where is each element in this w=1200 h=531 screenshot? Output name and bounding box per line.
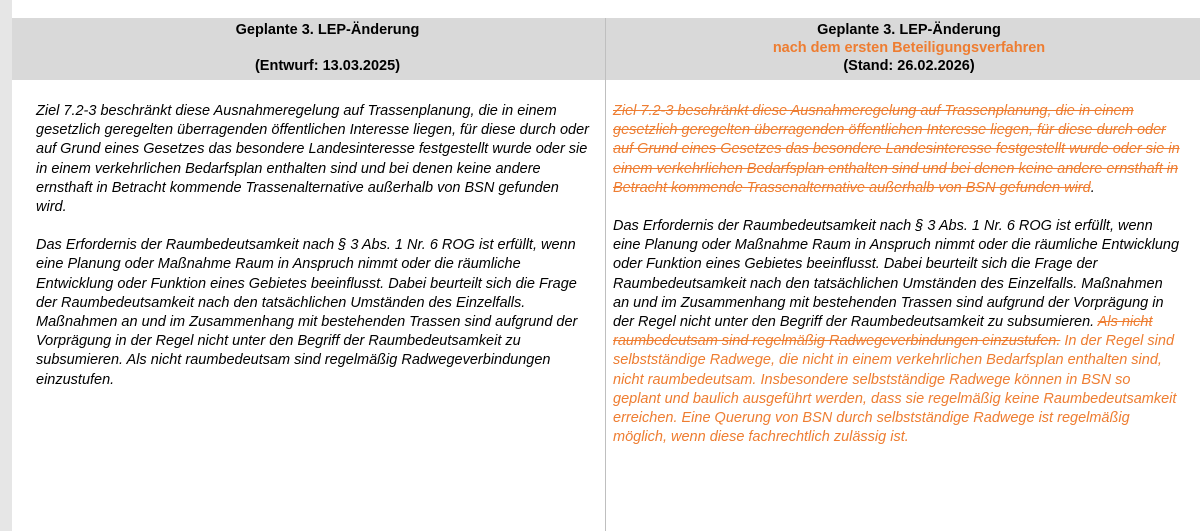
header-left-title: Geplante 3. LEP-Änderung (235, 22, 420, 38)
unchanged-text: Das Erfordernis der Raumbedeutsamkeit nach § 3 Abs. 1 Nr. 6 ROG ist erfüllt, wenn eine Planung oder Maßnahme Raum in Anspruch nimmt oder die räumliche Entwicklung oder Funktion eines Gebietes beeinflusst. Dabei beurteilt sich die Frage der Raumbedeutsamkeit nach den tatsächlichen Umständen des Einzelfalls. Maßnahmen an und im Zusammenhang mit bestehenden Trassen sind aufgrund der Vorprägung in der Regel nicht unter den Begriff der Raumbedeutsamkeit zu subsumieren. (613, 218, 1180, 331)
column-divider (605, 18, 606, 531)
table-header-row (12, 18, 1200, 80)
header-left (30, 18, 625, 80)
header-left-subtitle: (Entwurf: 13.03.2025) (254, 58, 401, 74)
left-margin-bar (0, 0, 12, 531)
header-right (618, 18, 1200, 80)
right-paragraph-2 (613, 217, 1181, 447)
right-paragraph-1 (613, 102, 1181, 198)
left-column (36, 102, 591, 409)
header-right-title: Geplante 3. LEP-Änderung (817, 22, 1001, 38)
inserted-text: In der Regel sind selbstständige Radwege, die nicht in einem verkehrlichen Bedarfsplan enthalten sind, nicht raumbedeutsam. Insbesondere selbstständige Radwege können in BSN so geplant und baulich ausgeführt werden, dass sie regelmäßig keine Raumbedeutsamkeit erreichen. Eine Querung von BSN durch selbstständige Radwege ist regelmäßig möglich, wenn diese fachrechtlich zulässig ist. (613, 333, 1177, 446)
deleted-text: Als nicht raumbedeutsam sind regelmäßig Radwegeverbindungen einzustufen. (613, 314, 1153, 350)
left-paragraph-1: Ziel 7.2-3 beschränkt diese Ausnahmeregelung auf Trassenplanung, die in einem gesetzlich geregelten überragenden öffentlichen Interesse liegen, für diese durch oder auf Grund eines Gesetzes das besondere Landesinteresse festgestellt wurde oder sie in einem verkehrlichen Bedarfsplan enthalten sind und bei denen keine andere ernsthaft in Betracht kommende Trassenalternative außerhalb von BSN gefunden wird. (36, 103, 589, 216)
left-paragraph-2: Das Erfordernis der Raumbedeutsamkeit nach § 3 Abs. 1 Nr. 6 ROG ist erfüllt, wenn eine Planung oder Maßnahme Raum in Anspruch nimmt oder die räumliche Entwicklung oder Funktion eines Gebietes beeinflusst. Dabei beurteilt sich die Frage der Raumbedeutsamkeit nach den tatsächlichen Umständen des Einzelfalls. Maßnahmen an und im Zusammenhang mit bestehenden Trassen sind aufgrund der Vorprägung in der Regel nicht unter den Begriff der Raumbedeutsamkeit zu subsumieren. Als nicht raumbedeutsam sind regelmäßig Radwegeverbindungen einzustufen. (36, 237, 578, 388)
header-right-highlight: nach dem ersten Beteiligungsverfahren (772, 40, 1046, 56)
header-left-spacer (30, 39, 625, 58)
deleted-text: Ziel 7.2-3 beschränkt diese Ausnahmeregelung auf Trassenplanung, die in einem gesetzlich geregelten überragenden öffentlichen Interesse liegen, für diese durch oder auf Grund eines Gesetzes das besondere Landesinteresse festgestellt wurde oder sie in einem verkehrlichen Bedarfsplan enthalten sind und bei denen keine andere ernsthaft in Betracht kommende Trassenalternative außerhalb von BSN gefunden wird (613, 103, 1180, 196)
header-right-subtitle: (Stand: 26.02.2026) (843, 58, 975, 74)
paragraph-end: . (1090, 179, 1095, 196)
right-column (613, 102, 1181, 466)
